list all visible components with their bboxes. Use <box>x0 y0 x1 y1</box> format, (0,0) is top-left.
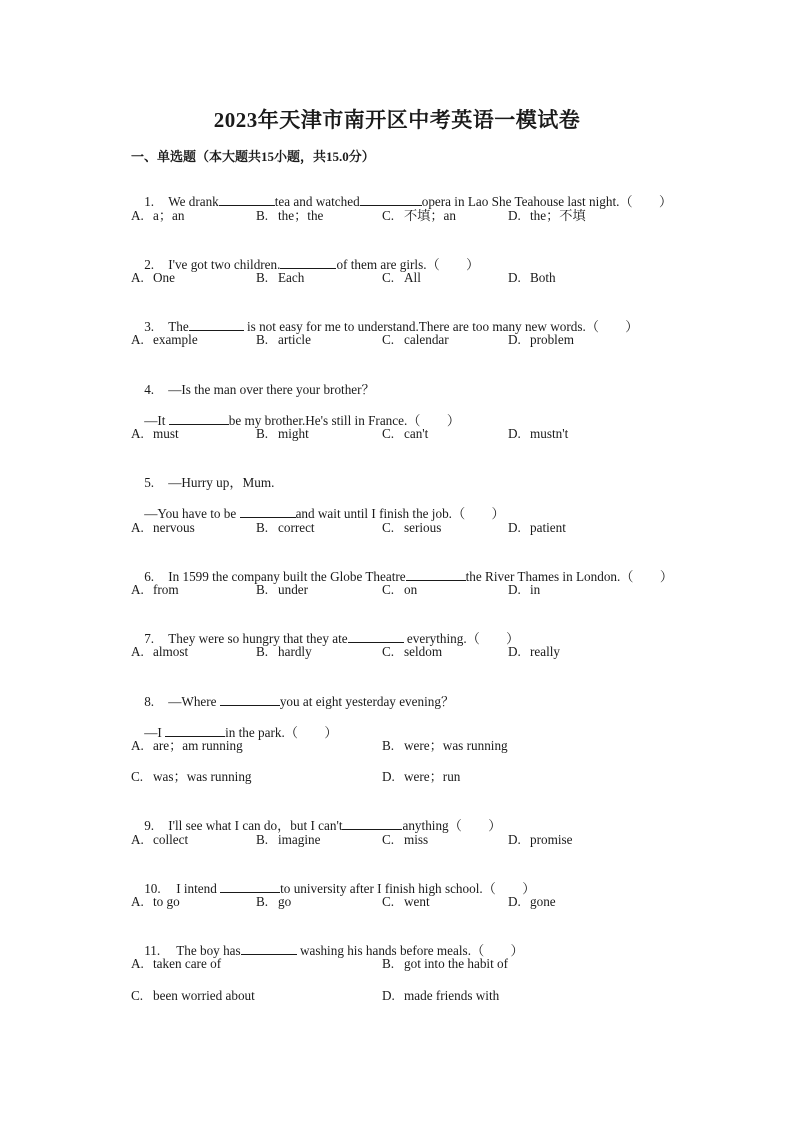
option-c: C. 不填；an <box>382 208 457 223</box>
option-b: B. go <box>256 894 292 909</box>
question-7 <box>131 612 520 646</box>
option-d: D. mustn't <box>508 426 569 441</box>
question-text: to university after I finish high school.（ ） <box>280 881 536 896</box>
option-c: C. All <box>382 270 421 285</box>
option-c: C. was；was running <box>131 769 252 784</box>
question-number: 8. <box>144 694 155 709</box>
question-number: 10. <box>144 881 161 896</box>
option-c: C. on <box>382 582 418 597</box>
question-text: —You have to be <box>144 506 240 521</box>
option-c: C. calendar <box>382 332 449 347</box>
question-text: In 1599 the company built the Globe Theatre <box>168 569 406 584</box>
question-text: the River Thames in London.（ ） <box>465 569 674 584</box>
question-text: I intend <box>176 881 221 896</box>
question-number: 5. <box>144 475 155 490</box>
question-text: The boy has <box>176 943 241 958</box>
option-d: D. problem <box>508 332 574 347</box>
question-text: They were so hungry that they ate <box>168 631 348 646</box>
answer-blank <box>165 724 225 737</box>
question-10 <box>131 862 536 896</box>
question-number: 11. <box>144 943 161 958</box>
question-text: you at eight yesterday evening？ <box>279 694 455 709</box>
question-8 <box>131 675 455 709</box>
question-5 <box>131 456 275 490</box>
question-text: —I <box>144 725 166 740</box>
question-number: 6. <box>144 569 155 584</box>
option-a: A. almost <box>131 644 189 659</box>
question-text: opera in Lao She Teahouse last night.（ ） <box>421 194 673 209</box>
answer-blank <box>220 880 280 893</box>
answer-blank <box>240 505 296 518</box>
option-a: A. a；an <box>131 208 185 223</box>
option-d: D. Both <box>508 270 556 285</box>
question-11 <box>131 924 524 958</box>
option-b: B. were；was running <box>382 738 508 753</box>
section-heading: 一、单选题（本大题共15小题，共15.0分） <box>131 149 375 164</box>
question-number: 7. <box>144 631 155 646</box>
option-c: C. miss <box>382 832 429 847</box>
answer-blank <box>219 193 275 206</box>
page-title: 2023年天津市南开区中考英语一模试卷 <box>213 108 581 132</box>
option-a: A. must <box>131 426 179 441</box>
question-text: We drank <box>168 194 219 209</box>
option-c: C. went <box>382 894 430 909</box>
option-d: D. gone <box>508 894 556 909</box>
option-a: A. are；am running <box>131 738 243 753</box>
answer-blank <box>360 193 422 206</box>
question-text: be my brother.He's still in France.（ ） <box>228 413 461 428</box>
option-a: A. taken care of <box>131 956 222 971</box>
question-text: anything（ ） <box>402 818 502 833</box>
option-a: A. One <box>131 270 175 285</box>
answer-blank <box>189 318 244 331</box>
question-5-reply <box>131 487 505 521</box>
question-text: The <box>168 319 189 334</box>
option-b: B. got into the habit of <box>382 956 509 971</box>
question-text: in the park.（ ） <box>225 725 338 740</box>
option-d: D. were；run <box>382 769 461 784</box>
question-number: 9. <box>144 818 155 833</box>
answer-blank <box>169 412 229 425</box>
question-2 <box>131 238 480 272</box>
question-number: 2. <box>144 257 155 272</box>
question-1 <box>131 175 673 209</box>
answer-blank <box>280 256 336 269</box>
option-b: B. Each <box>256 270 305 285</box>
option-c: C. serious <box>382 520 442 535</box>
question-text: I've got two children. <box>168 257 281 272</box>
option-b: B. hardly <box>256 644 312 659</box>
option-d: D. in <box>508 582 541 597</box>
question-text: —Hurry up，Mum. <box>168 475 275 490</box>
option-c: C. seldom <box>382 644 443 659</box>
question-text: washing his hands before meals.（ ） <box>296 943 524 958</box>
question-number: 4. <box>144 382 155 397</box>
question-number: 1. <box>144 194 155 209</box>
option-a: A. example <box>131 332 198 347</box>
question-text: —It <box>144 413 169 428</box>
question-text: tea and watched <box>274 194 360 209</box>
option-b: B. might <box>256 426 309 441</box>
answer-blank <box>342 817 402 830</box>
option-d: D. patient <box>508 520 566 535</box>
question-text: everything.（ ） <box>403 631 520 646</box>
option-b: B. correct <box>256 520 315 535</box>
question-text: I'll see what I can do，but I can't <box>168 818 343 833</box>
answer-blank <box>241 942 297 955</box>
option-d: D. the；不填 <box>508 208 586 223</box>
answer-blank <box>348 630 404 643</box>
question-6 <box>131 550 674 584</box>
option-b: B. article <box>256 332 311 347</box>
option-c: C. been worried about <box>131 988 255 1003</box>
question-text: —Where <box>168 694 220 709</box>
option-a: A. nervous <box>131 520 195 535</box>
option-c: C. can't <box>382 426 429 441</box>
question-text: of them are girls.（ ） <box>336 257 480 272</box>
question-3 <box>131 300 639 334</box>
answer-blank <box>220 693 280 706</box>
option-b: B. under <box>256 582 309 597</box>
option-a: A. from <box>131 582 179 597</box>
question-text: and wait until I finish the job.（ ） <box>295 506 505 521</box>
question-number: 3. <box>144 319 155 334</box>
answer-blank <box>406 568 466 581</box>
question-text: is not easy for me to understand.There are too many new words.（ ） <box>243 319 639 334</box>
option-d: D. really <box>508 644 561 659</box>
option-d: D. made friends with <box>382 988 500 1003</box>
question-8-reply <box>131 706 338 740</box>
question-9 <box>131 799 502 833</box>
question-4 <box>131 363 375 397</box>
option-a: A. to go <box>131 894 180 909</box>
option-b: B. the；the <box>256 208 324 223</box>
option-a: A. collect <box>131 832 189 847</box>
option-b: B. imagine <box>256 832 321 847</box>
question-text: —Is the man over there your brother？ <box>168 382 375 397</box>
question-4-reply <box>131 394 461 428</box>
option-d: D. promise <box>508 832 573 847</box>
